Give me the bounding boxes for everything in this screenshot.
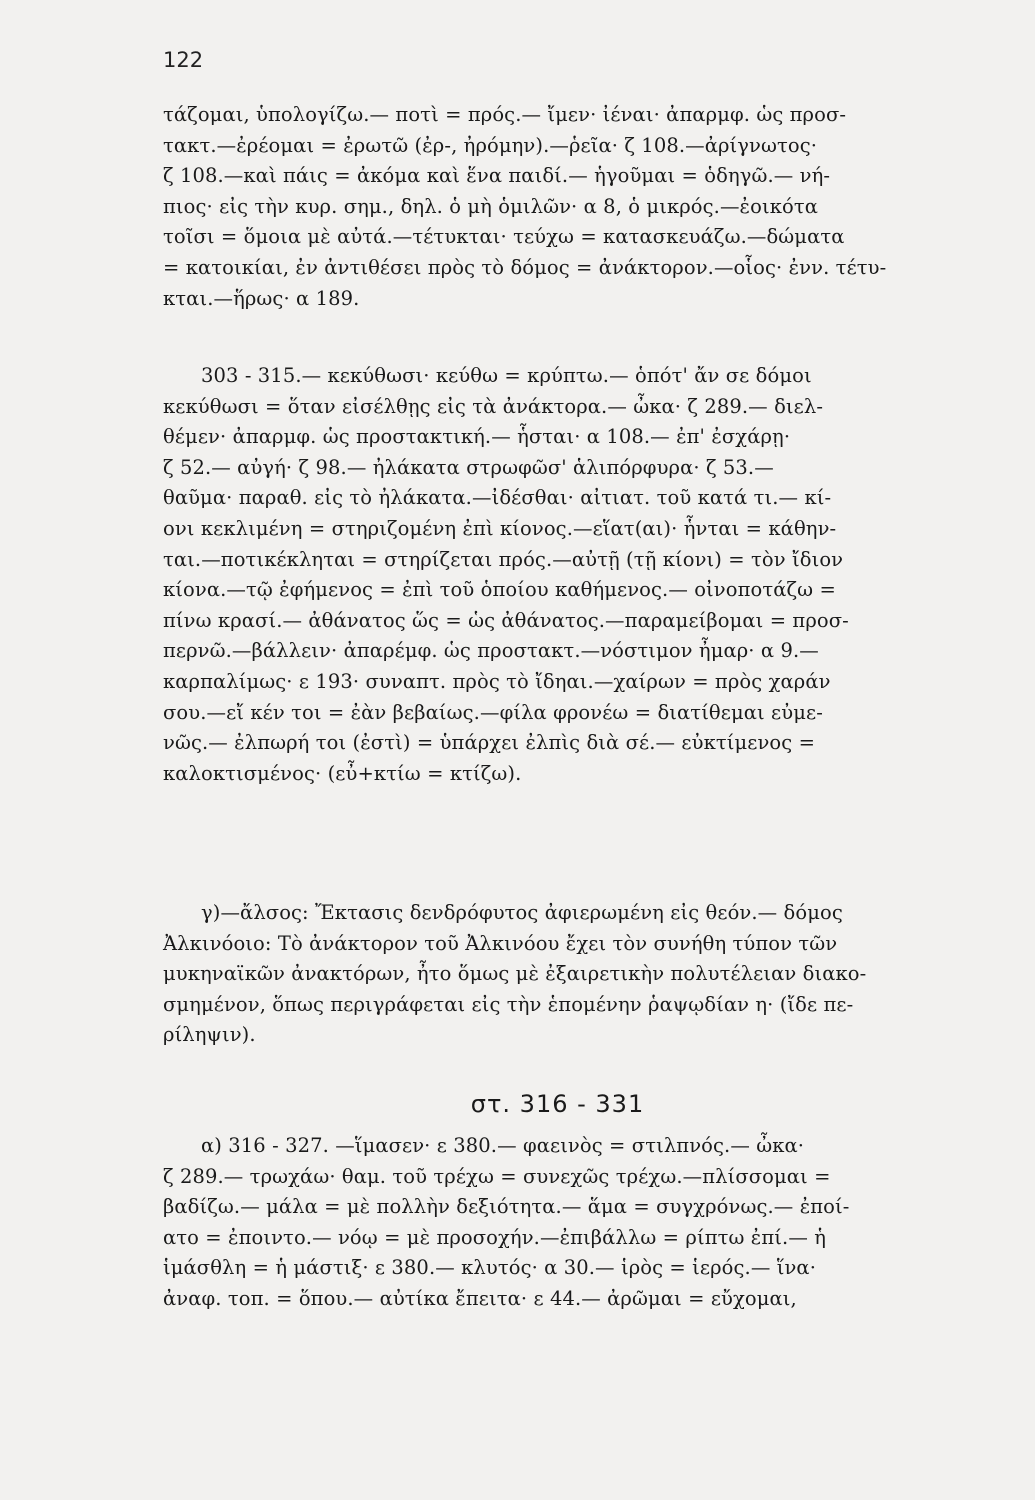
- text-line: σμημένον, ὅπως περιγράφεται εἰς τὴν ἑπομένην ῥαψῳδίαν η· (ἴδε πε-: [163, 992, 854, 1016]
- text-line: θαῦμα· παραθ. εἰς τὸ ἠλάκατα.—ἰδέσθαι· αἰτιατ. τοῦ κατά τι.— κί-: [163, 486, 832, 510]
- text-line: περνῶ.—βάλλειν· ἀπαρέμφ. ὡς προστακτ.—νόστιμον ἦμαρ· α 9.—: [163, 639, 819, 663]
- text-line: ρίληψιν).: [163, 1023, 256, 1047]
- text-line: θέμεν· ἀπαρμφ. ὡς προστακτική.— ἧσται· α 108.— ἐπ' ἐσχάρῃ·: [163, 425, 791, 449]
- text-line: πιος· εἰς τὴν κυρ. σημ., δηλ. ὁ μὴ ὁμιλῶν· α 8, ὁ μικρός.—ἐοικότα: [163, 194, 818, 218]
- text-line: μυκηναϊκῶν ἀνακτόρων, ἦτο ὅμως μὲ ἐξαιρετικὴν πολυτέλειαν διακο-: [163, 962, 867, 986]
- text-line: κίονα.—τῷ ἐφήμενος = ἐπὶ τοῦ ὁποίου καθήμενος.— οἰνοποτάζω =: [163, 578, 836, 602]
- section-heading: στ. 316 - 331: [470, 1090, 645, 1118]
- text-line: = κατοικίαι, ἐν ἀντιθέσει πρὸς τὸ δόμος = ἀνάκτορον.—οἷος· ἐνν. τέτυ-: [163, 255, 887, 279]
- commentary-paragraph-2: [163, 361, 1008, 789]
- text-line: τακτ.—ἐρέομαι = ἐρωτῶ (ἐρ-, ἠρόμην).—ῥεῖα· ζ 108.—ἀρίγνωτος·: [163, 133, 818, 157]
- text-line: ἀναφ. τοπ. = ὅπου.— αὐτίκα ἔπειτα· ε 44.— ἀρῶμαι = εὔχομαι,: [163, 1286, 797, 1310]
- text-line: καλοκτισμένος· (εὖ+κτίω = κτίζω).: [163, 761, 522, 785]
- text-line: βαδίζω.— μάλα = μὲ πολλὴν δεξιότητα.— ἅμα = συγχρόνως.— ἐποί-: [163, 1195, 850, 1219]
- text-line: ται.—ποτικέκληται = στηρίζεται πρός.—αὐτῇ (τῇ κίονι) = τὸν ἴδιον: [163, 547, 844, 571]
- text-line: τοῖσι = ὅμοια μὲ αὐτά.—τέτυκται· τεύχω = κατασκευάζω.—δώματα: [163, 225, 845, 249]
- text-line: ἱμάσθλη = ἡ μάστιξ· ε 380.— κλυτός· α 30.— ἱρὸς = ἱερός.— ἵνα·: [163, 1256, 817, 1280]
- text-line: καρπαλίμως· ε 193· συναπτ. πρὸς τὸ ἴδηαι.—χαίρων = πρὸς χαράν: [163, 669, 831, 693]
- text-line: κται.—ἥρως· α 189.: [163, 286, 360, 310]
- text-line: κεκύθωσι = ὅταν εἰσέλθῃς εἰς τὰ ἀνάκτορα.— ὦκα· ζ 289.— διελ-: [163, 394, 824, 418]
- text-line: ζ 289.— τρωχάω· θαμ. τοῦ τρέχω = συνεχῶς τρέχω.—πλίσσομαι =: [163, 1164, 831, 1188]
- text-line: ονι κεκλιμένη = στηριζομένη ἐπὶ κίονος.—εἵατ(αι)· ἧνται = κάθην-: [163, 516, 837, 540]
- text-line: ζ 52.— αὐγή· ζ 98.— ἠλάκατα στρωφῶσ' ἁλιπόρφυρα· ζ 53.—: [163, 455, 774, 479]
- text-line: α) 316 - 327. —ἵμασεν· ε 380.— φαεινὸς = στιλπνός.— ὦκα·: [201, 1134, 805, 1157]
- page-number: 122: [163, 48, 204, 72]
- text-line: σου.—εἴ κέν τοι = ἐὰν βεβαίως.—φίλα φρονέω = διατίθεμαι εὐμε-: [163, 700, 823, 724]
- text-line: τάζομαι, ὑπολογίζω.— ποτὶ = πρός.— ἴμεν· ἰέναι· ἀπαρμφ. ὡς προσ-: [163, 103, 847, 126]
- text-line: 303 - 315.— κεκύθωσι· κεύθω = κρύπτω.— ὁπότ' ἄν σε δόμοι: [201, 364, 812, 387]
- text-line: νῶς.— ἐλπωρή τοι (ἐστὶ) = ὑπάρχει ἐλπὶς διὰ σέ.— εὐκτίμενος =: [163, 731, 816, 755]
- text-line: γ)—ἄλσος: Ἔκτασις δενδρόφυτος ἀφιερωμένη εἰς θεόν.— δόμος: [201, 901, 843, 924]
- commentary-paragraph-1: [163, 100, 1008, 314]
- commentary-paragraph-3: [163, 898, 1008, 1051]
- commentary-paragraph-4: [163, 1131, 1008, 1315]
- text-line: ατο = ἐποιντο.— νόῳ = μὲ προσοχήν.—ἐπιβάλλω = ρίπτω ἐπί.— ἡ: [163, 1225, 827, 1249]
- text-line: ζ 108.—καὶ πάις = ἀκόμα καὶ ἕνα παιδί.— ἡγοῦμαι = ὁδηγῶ.— νή-: [163, 164, 831, 188]
- text-line: πίνω κρασί.— ἀθάνατος ὥς = ὡς ἀθάνατος.—παραμείβομαι = προσ-: [163, 608, 849, 632]
- text-line: Ἀλκινόοιο: Τὸ ἀνάκτορον τοῦ Ἀλκινόου ἔχει τὸν συνήθη τύπον τῶν: [163, 931, 838, 955]
